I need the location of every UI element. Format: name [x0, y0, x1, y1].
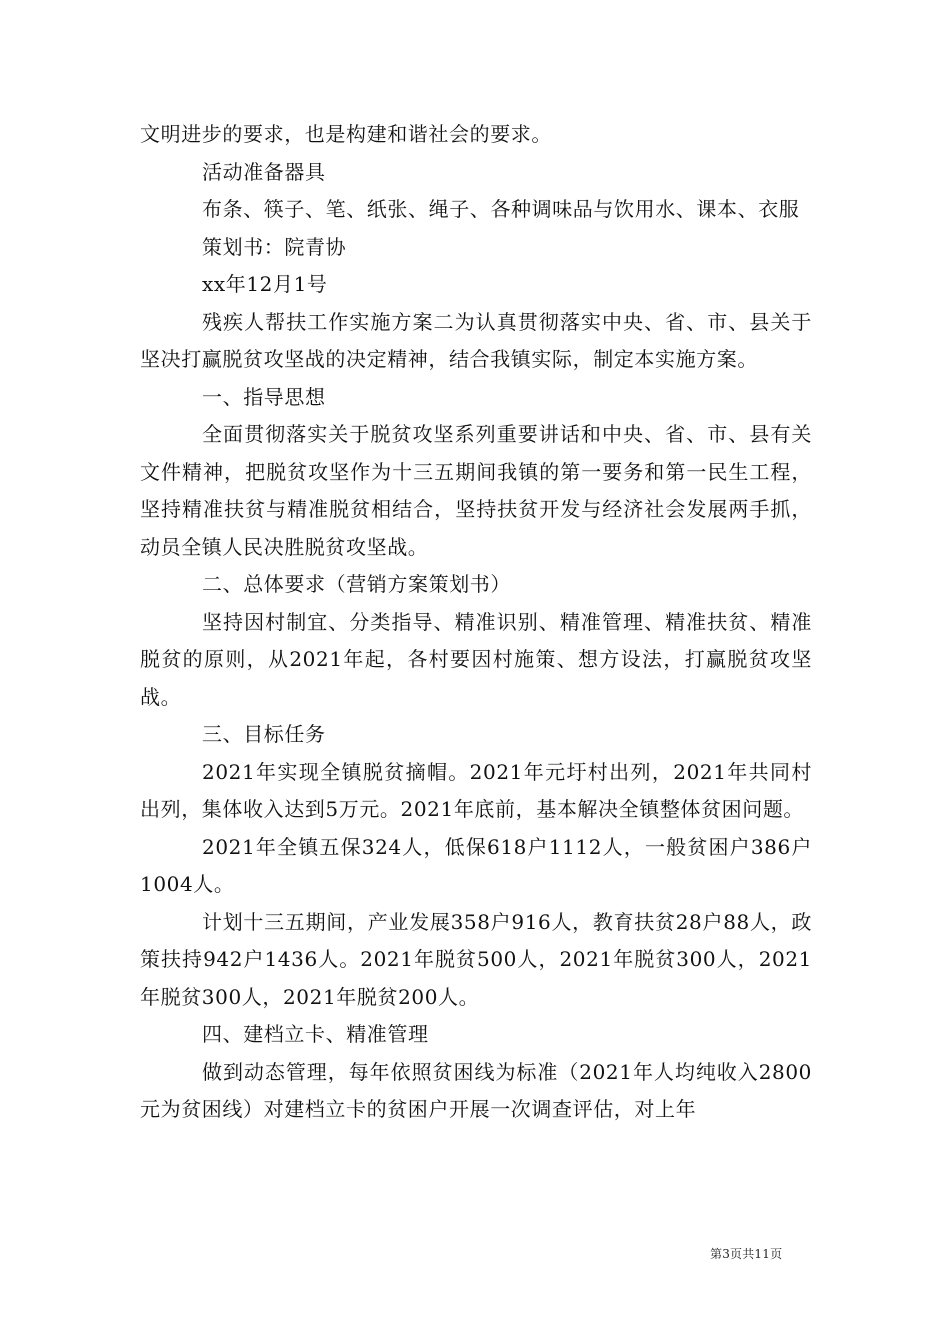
paragraph: 做到动态管理，每年依照贫困线为标准（2021年人均纯收入2800元为贫困线）对建档立卡的贫困户开展一次调查评估，对上年 [140, 1059, 812, 1121]
document-body [140, 116, 812, 1129]
paragraph: 全面贯彻落实关于脱贫攻坚系列重要讲话和中央、省、市、县有关文件精神，把脱贫攻坚作为十三五期间我镇的第一要务和第一民生工程，坚持精准扶贫与精准脱贫相结合，坚持扶贫开发与经济社会发展两手抓，动员全镇人民决胜脱贫攻坚战。 [140, 422, 812, 559]
paragraph: xx年12月1号 [202, 272, 328, 296]
paragraph: 活动准备器具 [202, 159, 326, 184]
section-heading: 三、目标任务 [202, 722, 326, 746]
paragraph: 2021年全镇五保324人，低保618户1112人，一般贫困户386户1004人。 [140, 834, 812, 896]
section-heading: 一、指导思想 [202, 384, 326, 409]
page-number-footer: 第3页共11页 [710, 1247, 783, 1261]
section-heading: 二、总体要求（营销方案策划书） [202, 572, 511, 596]
paragraph: 策划书：院青协 [202, 234, 347, 259]
paragraph: 残疾人帮扶工作实施方案二为认真贯彻落实中央、省、市、县关于坚决打赢脱贫攻坚战的决定精神，结合我镇实际，制定本实施方案。 [140, 309, 812, 371]
paragraph: 文明进步的要求，也是构建和谐社会的要求。 [140, 122, 552, 146]
paragraph: 坚持因村制宜、分类指导、精准识别、精准管理、精准扶贫、精准脱贫的原则，从2021年起，各村要因村施策、想方设法，打赢脱贫攻坚战。 [140, 609, 812, 709]
section-heading: 四、建档立卡、精准管理 [202, 1022, 429, 1046]
paragraph: 计划十三五期间，产业发展358户916人，教育扶贫28户88人，政策扶持942户1436人。2021年脱贫500人，2021年脱贫300人，2021年脱贫300人，2021年脱贫200人。 [140, 909, 812, 1009]
paragraph: 2021年实现全镇脱贫摘帽。2021年元圩村出列，2021年共同村出列，集体收入达到5万元。2021年底前，基本解决全镇整体贫困问题。 [140, 759, 812, 821]
paragraph: 布条、筷子、笔、纸张、绳子、各种调味品与饮用水、课本、衣服 [202, 197, 800, 221]
